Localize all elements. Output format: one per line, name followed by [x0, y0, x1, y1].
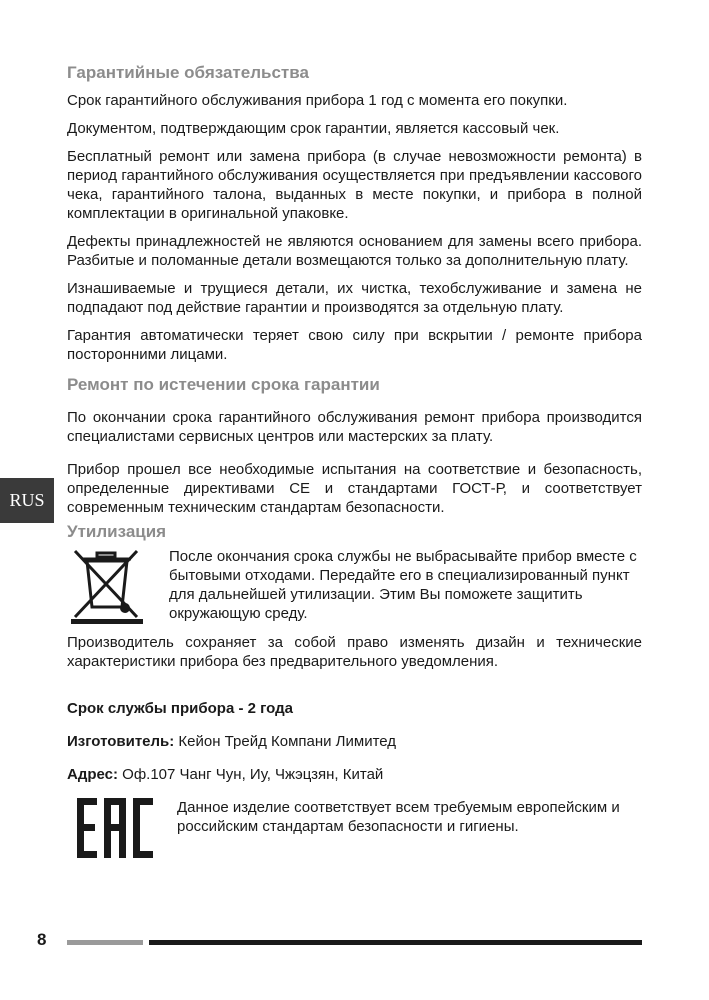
manufacturer-line	[67, 732, 642, 751]
address-line	[67, 765, 642, 784]
warranty-paragraph: Гарантия автоматически теряет свою силу при вскрытии / ремонте прибора посторонними лицами.	[67, 327, 642, 363]
repair-heading: Ремонт по истечении срока гарантии	[67, 375, 380, 394]
crossed-out-wheelie-bin-icon	[67, 547, 147, 625]
repair-paragraph: По окончании срока гарантийного обслуживания ремонт прибора производится специалистами сервисных центров или мастерских за плату.	[67, 409, 642, 445]
compliance-paragraph: Прибор прошел все необходимые испытания на соответствие и безопасность, определенные директивами CE и стандартами ГОСТ-Р, и соответствует современным техническим стандартам безопасности.	[67, 461, 642, 516]
disposal-block	[67, 547, 642, 625]
eac-mark-icon	[75, 798, 155, 858]
warranty-heading: Гарантийные обязательства	[67, 63, 309, 82]
language-tab: RUS	[0, 478, 54, 523]
design-change-note: Производитель сохраняет за собой право изменять дизайн и технические характеристики прибора без предварительного уведомления.	[67, 634, 642, 670]
warranty-paragraph: Бесплатный ремонт или замена прибора (в случае невозможности ремонта) в период гарантийного обслуживания осуществляется при предъявлении кассового чека, гарантийного талона, выданных в месте покупки, и прибора в полной комплектации в оригинальной упаковке.	[67, 148, 642, 222]
disposal-instructions: После окончания срока службы не выбрасывайте прибор вместе с бытовыми отходами. Передайте его в специализированный пункт для дальнейшей утилизации. Этим Вы поможете защитить окружающую среду.	[169, 548, 637, 622]
warranty-paragraph: Изнашиваемые и трущиеся детали, их чистка, техобслуживание и замена не подпадают под действие гарантии и производятся за отдельную плату.	[67, 280, 642, 316]
page-number: 8	[37, 930, 47, 949]
manufacturer-label: Изготовитель:	[67, 733, 175, 750]
address-value: Оф.107 Чанг Чун, Иу, Чжэцзян, Китай	[118, 766, 384, 783]
footer-rule-dark	[149, 940, 642, 945]
certification-block	[67, 798, 642, 858]
warranty-paragraph: Срок гарантийного обслуживания прибора 1 год с момента его покупки.	[67, 92, 568, 109]
warranty-paragraph: Документом, подтверждающим срок гарантии, является кассовый чек.	[67, 120, 560, 137]
page-content	[67, 62, 642, 866]
certification-text: Данное изделие соответствует всем требуемым европейским и российским стандартам безопасности и гигиены.	[177, 799, 620, 835]
address-label: Адрес:	[67, 766, 118, 783]
disposal-heading: Утилизация	[67, 522, 167, 541]
service-life: Срок службы прибора - 2 года	[67, 700, 294, 717]
footer-rule-grey	[67, 940, 143, 945]
manufacturer-value: Кейон Трейд Компани Лимитед	[174, 733, 397, 750]
warranty-paragraph: Дефекты принадлежностей не являются основанием для замены всего прибора. Разбитые и поломанные детали возмещаются только за дополнительную плату.	[67, 233, 642, 269]
